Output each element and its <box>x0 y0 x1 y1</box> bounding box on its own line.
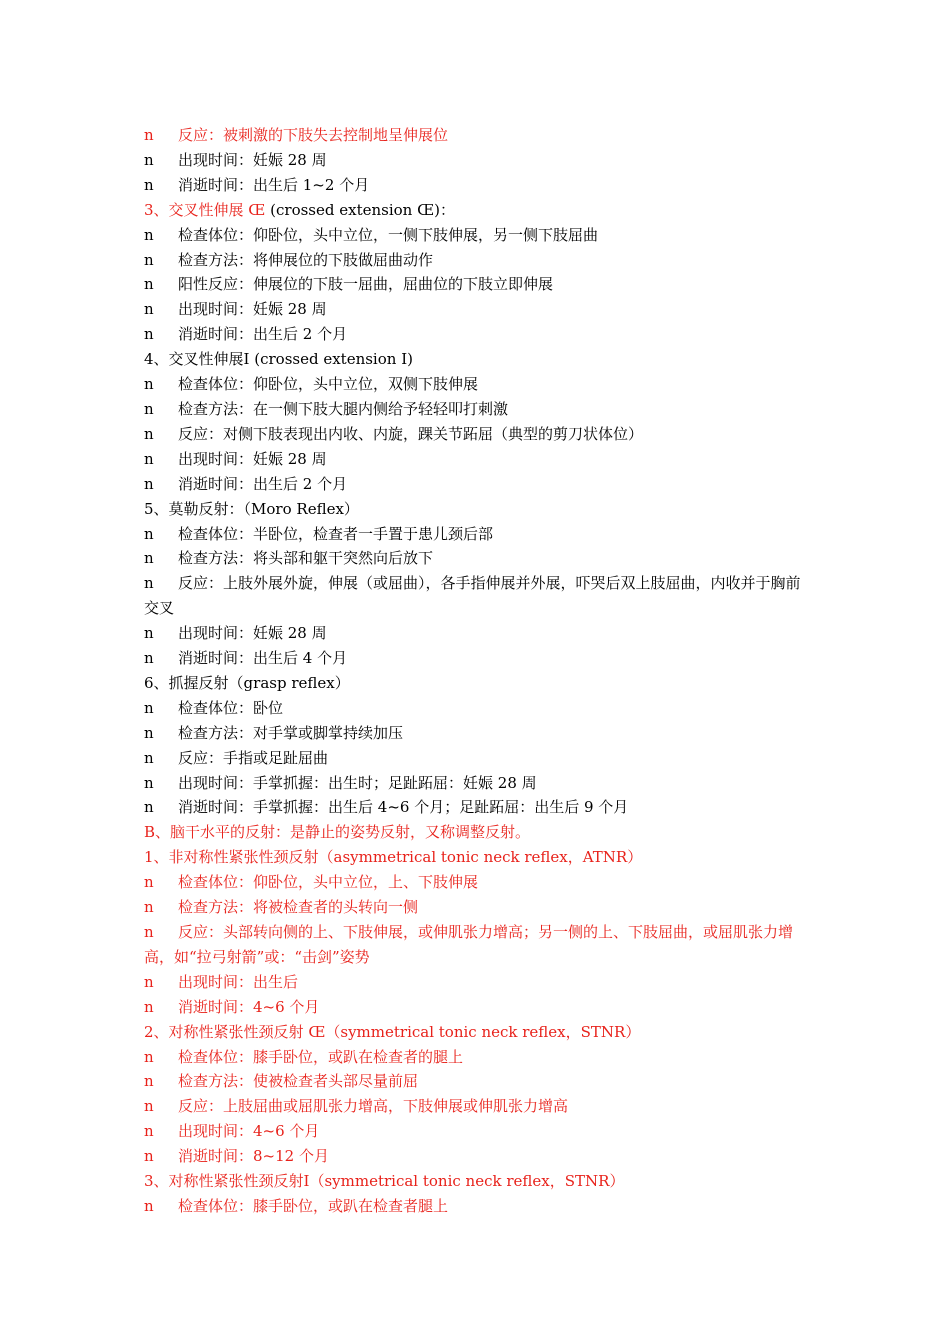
bullet-line <box>144 397 810 422</box>
line-text: 1、非对称性紧张性颈反射（asymmetrical tonic neck reflex，ATNR） <box>144 848 643 867</box>
bullet-line <box>144 223 810 248</box>
bullet-marker: n <box>144 624 154 643</box>
bullet-line <box>144 1094 810 1119</box>
line-text: 消逝时间：8~12 个月 <box>178 1147 329 1166</box>
line-text: 6、抓握反射（grasp reflex） <box>144 673 350 692</box>
bullet-line <box>144 571 810 621</box>
heading-line <box>144 1020 810 1045</box>
bullet-line <box>144 173 810 198</box>
line-text: 检查体位：卧位 <box>178 698 284 717</box>
bullet-line <box>144 870 810 895</box>
line-text: 消逝时间：手掌抓握：出生后 4~6 个月；足趾跖屈：出生后 9 个月 <box>178 798 629 817</box>
line-text: 出现时间：4~6 个月 <box>178 1122 320 1141</box>
bullet-marker: n <box>144 773 154 792</box>
bullet-marker: n <box>144 424 154 443</box>
bullet-line <box>144 1119 810 1144</box>
heading-line <box>144 198 810 223</box>
line-text: 出现时间：出生后 <box>178 972 299 991</box>
heading-line <box>144 820 810 845</box>
bullet-marker: n <box>144 399 154 418</box>
document-page <box>144 123 810 1219</box>
bullet-marker: n <box>144 325 154 344</box>
bullet-line <box>144 721 810 746</box>
bullet-line <box>144 272 810 297</box>
bullet-marker: n <box>144 126 154 144</box>
line-text: 检查体位：膝手卧位，或趴在检查者的腿上 <box>178 1047 464 1066</box>
line-text: 反应：上肢外展外旋，伸展（或屈曲），各手指伸展并外展，吓哭后双上肢屈曲，内收并于胸前交叉 <box>144 574 801 618</box>
bullet-marker: n <box>144 250 154 269</box>
bullet-line <box>144 995 810 1020</box>
bullet-marker: n <box>144 748 154 767</box>
line-text: 检查体位：半卧位，检查者一手置于患儿颈后部 <box>178 524 494 543</box>
bullet-line <box>144 696 810 721</box>
bullet-marker: n <box>144 175 154 194</box>
bullet-line <box>144 795 810 820</box>
bullet-marker: n <box>144 698 154 717</box>
line-text: 出现时间：手掌抓握：出生时；足趾跖屈：妊娠 28 周 <box>178 773 537 792</box>
bullet-marker: n <box>144 549 154 568</box>
line-text: 检查方法：将头部和躯干突然向后放下 <box>178 549 434 568</box>
bullet-marker: n <box>144 150 154 169</box>
bullet-line <box>144 771 810 796</box>
bullet-marker: n <box>144 225 154 244</box>
bullet-line <box>144 895 810 920</box>
line-text: 检查方法：使被检查者头部尽量前屈 <box>178 1072 419 1091</box>
bullet-line <box>144 472 810 497</box>
line-text: 检查体位：膝手卧位，或趴在检查者腿上 <box>178 1196 449 1215</box>
bullet-line <box>144 422 810 447</box>
line-text: 检查方法：在一侧下肢大腿内侧给予轻轻叩打刺激 <box>178 399 509 418</box>
line-text: 检查体位：仰卧位，头中立位，一侧下肢伸展，另一侧下肢屈曲 <box>178 225 599 244</box>
line-text: 消逝时间：出生后 1~2 个月 <box>178 175 370 194</box>
bullet-line <box>144 322 810 347</box>
bullet-marker: n <box>144 923 154 941</box>
bullet-line <box>144 248 810 273</box>
line-text: 2、对称性紧张性颈反射 Œ（symmetrical tonic neck reflex，STNR） <box>144 1022 641 1041</box>
line-text: 检查体位：仰卧位，头中立位，双侧下肢伸展 <box>178 375 479 394</box>
line-text: 3、交叉性伸展 Œ (crossed extension Œ)： <box>144 200 456 219</box>
line-text: B、脑干水平的反射：是静止的姿势反射，又称调整反射。 <box>144 823 531 842</box>
bullet-line <box>144 522 810 547</box>
bullet-marker: n <box>144 474 154 493</box>
bullet-line <box>144 297 810 322</box>
heading-line <box>144 347 810 372</box>
bullet-marker: n <box>144 1047 154 1066</box>
bullet-marker: n <box>144 873 154 892</box>
line-text: 反应：被刺激的下肢失去控制地呈伸展位 <box>178 126 449 144</box>
bullet-marker: n <box>144 649 154 668</box>
bullet-line <box>144 1045 810 1070</box>
bullet-marker: n <box>144 798 154 817</box>
bullet-marker: n <box>144 524 154 543</box>
bullet-marker: n <box>144 300 154 319</box>
bullet-line <box>144 546 810 571</box>
bullet-line <box>144 646 810 671</box>
line-text: 消逝时间：4~6 个月 <box>178 997 320 1016</box>
bullet-marker: n <box>144 449 154 468</box>
line-text: 检查方法：将伸展位的下肢做屈曲动作 <box>178 250 434 269</box>
bullet-marker: n <box>144 972 154 991</box>
bullet-line <box>144 148 810 173</box>
heading-line <box>144 1169 810 1194</box>
heading-line <box>144 671 810 696</box>
bullet-line <box>144 1194 810 1219</box>
line-text: 出现时间：妊娠 28 周 <box>178 624 327 643</box>
bullet-marker: n <box>144 997 154 1016</box>
bullet-marker: n <box>144 898 154 917</box>
bullet-line <box>144 970 810 995</box>
line-text: 出现时间：妊娠 28 周 <box>178 300 327 319</box>
heading-line <box>144 845 810 870</box>
bullet-line <box>144 447 810 472</box>
line-text: 出现时间：妊娠 28 周 <box>178 449 327 468</box>
bullet-marker: n <box>144 1072 154 1091</box>
line-text: 检查方法：对手掌或脚掌持续加压 <box>178 723 404 742</box>
line-text: 3、对称性紧张性颈反射Ⅰ（symmetrical tonic neck reflex，STNR） <box>144 1172 625 1191</box>
bullet-marker: n <box>144 723 154 742</box>
heading-line <box>144 497 810 522</box>
bullet-marker: n <box>144 1097 154 1116</box>
line-text: 出现时间：妊娠 28 周 <box>178 150 327 169</box>
bullet-line <box>144 1144 810 1169</box>
line-text: 检查体位：仰卧位，头中立位，上、下肢伸展 <box>178 873 479 892</box>
bullet-line <box>144 123 810 148</box>
bullet-marker: n <box>144 275 154 294</box>
line-text: 5、莫勒反射：（Moro Reflex） <box>144 499 359 518</box>
bullet-marker: n <box>144 574 154 593</box>
line-text: 反应：手指或足趾屈曲 <box>178 748 329 767</box>
line-text: 消逝时间：出生后 2 个月 <box>178 474 348 493</box>
line-text: 反应：上肢屈曲或屈肌张力增高，下肢伸展或伸肌张力增高 <box>178 1097 569 1116</box>
bullet-marker: n <box>144 375 154 394</box>
line-text: 阳性反应：伸展位的下肢一屈曲，屈曲位的下肢立即伸展 <box>178 275 554 294</box>
bullet-line <box>144 920 810 970</box>
line-text: 反应：对侧下肢表现出内收、内旋，踝关节跖屈（典型的剪刀状体位） <box>178 424 644 443</box>
bullet-marker: n <box>144 1196 154 1215</box>
line-text: 消逝时间：出生后 4 个月 <box>178 649 348 668</box>
bullet-line <box>144 621 810 646</box>
bullet-line <box>144 1069 810 1094</box>
line-text: 检查方法：将被检查者的头转向一侧 <box>178 898 419 917</box>
bullet-marker: n <box>144 1122 154 1141</box>
line-text: 消逝时间：出生后 2 个月 <box>178 325 348 344</box>
line-text: 反应：头部转向侧的上、下肢伸展，或伸肌张力增高；另一侧的上、下肢屈曲，或屈肌张力增高，如“拉弓射箭”或：“击剑”姿势 <box>144 923 794 966</box>
line-text: 4、交叉性伸展Ⅰ (crossed extension Ⅰ) <box>144 350 413 369</box>
bullet-marker: n <box>144 1147 154 1166</box>
bullet-line <box>144 372 810 397</box>
bullet-line <box>144 746 810 771</box>
